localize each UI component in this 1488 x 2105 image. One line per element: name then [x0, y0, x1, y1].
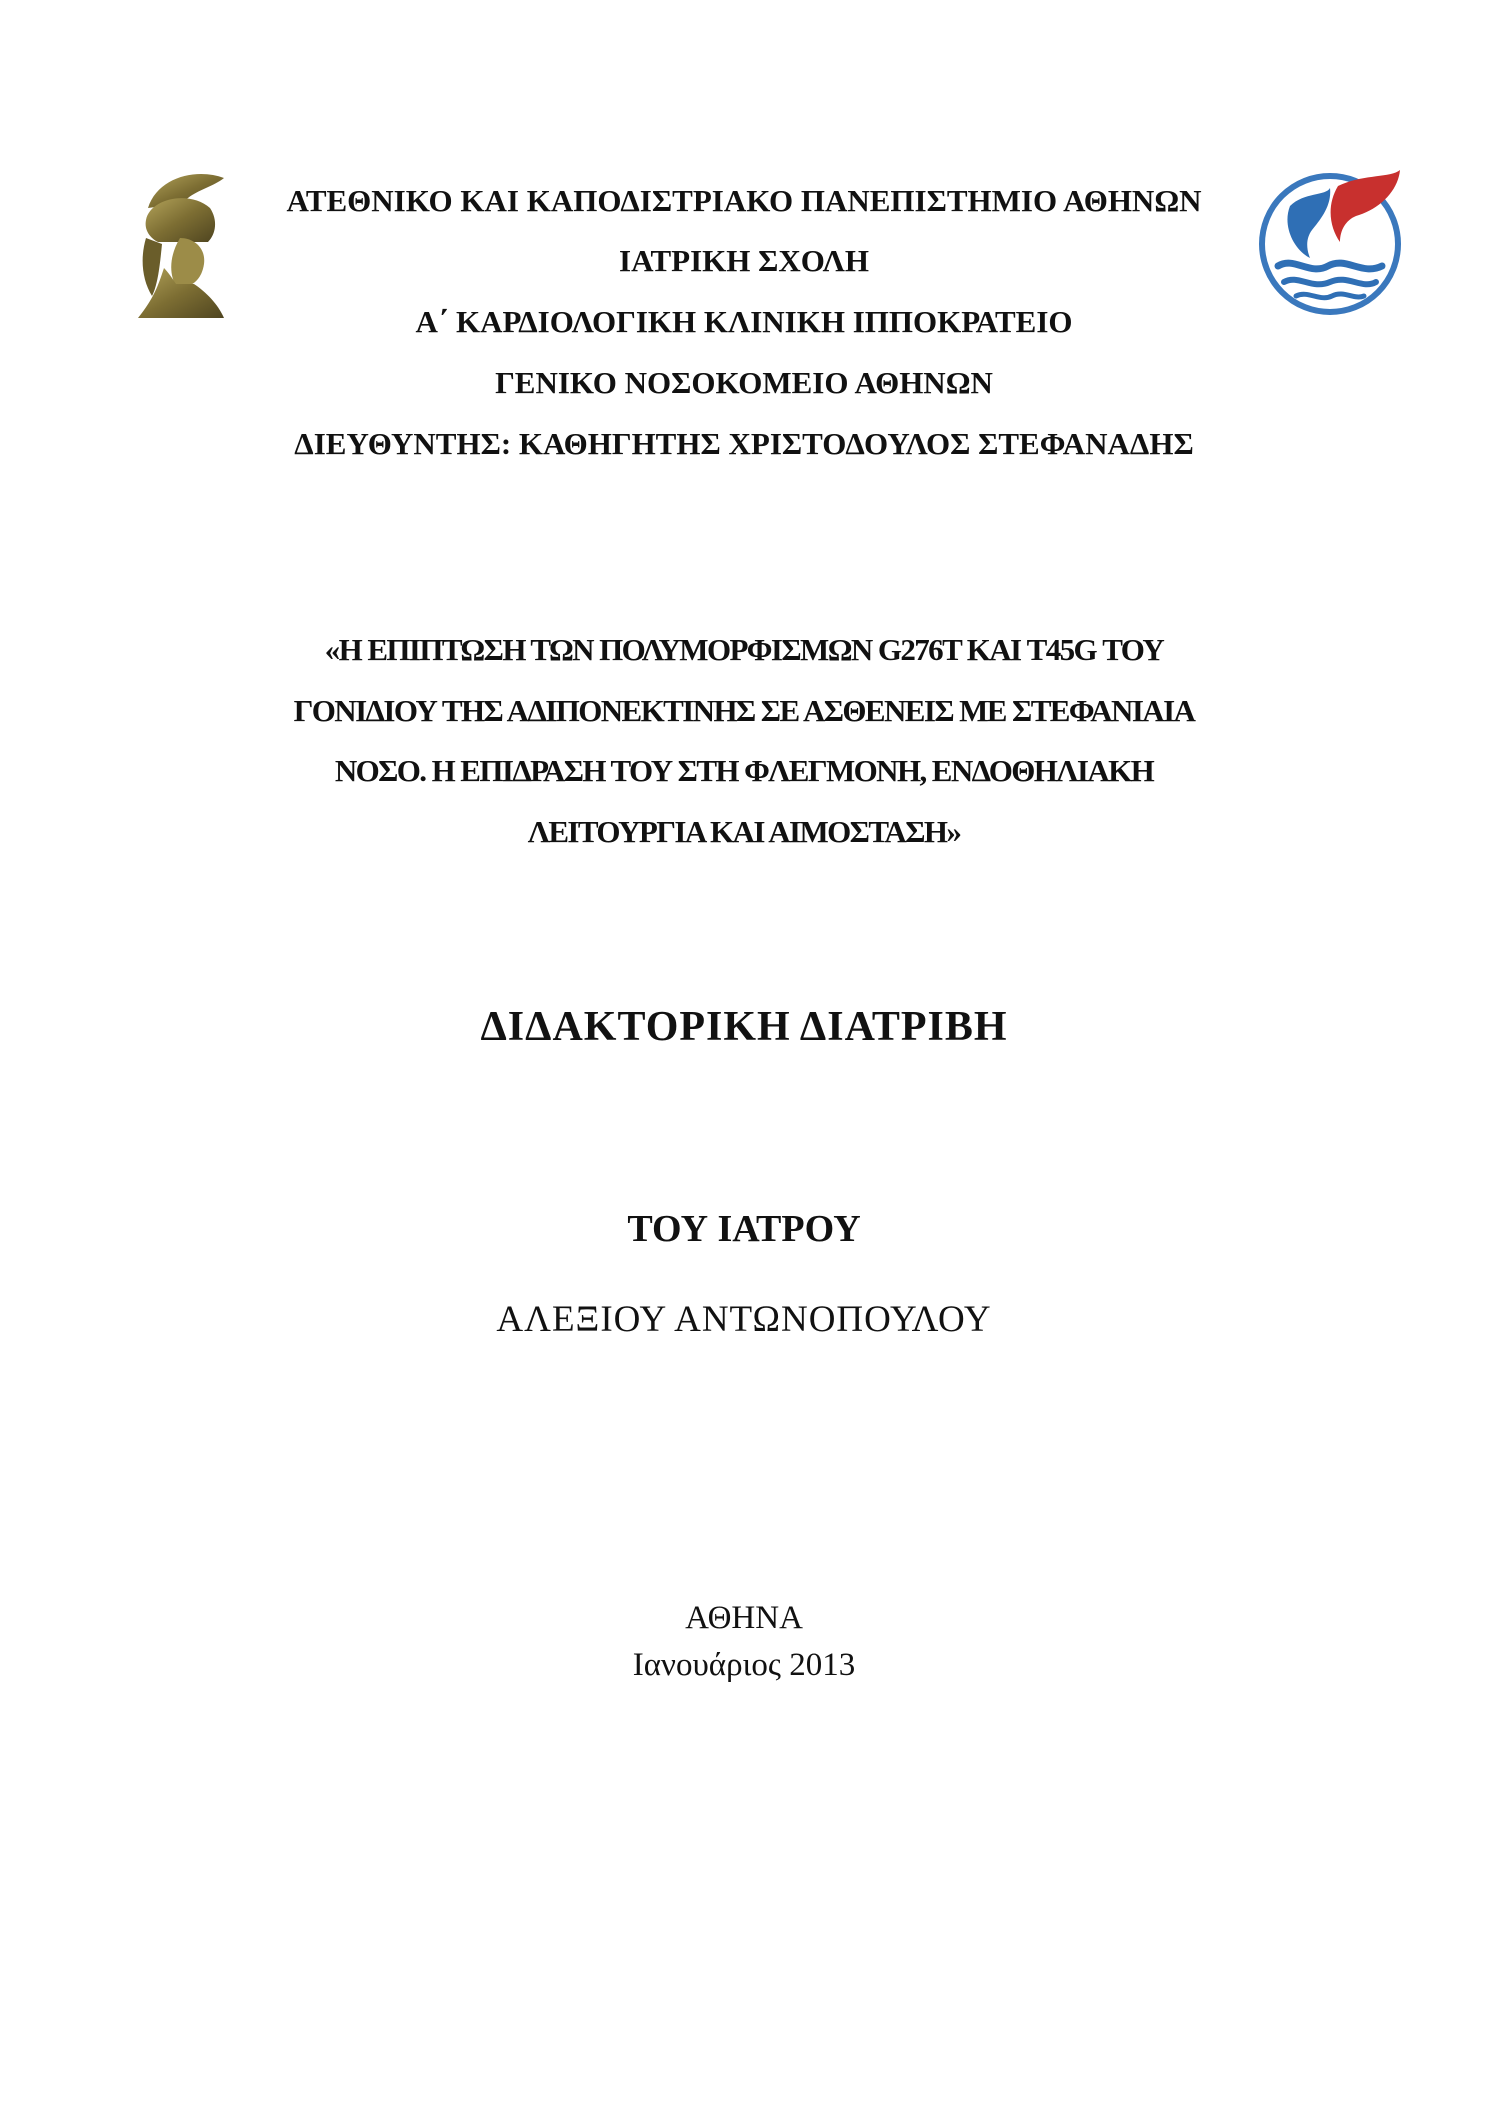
- director-line: ΔΙΕΥΘΥΝΤΗΣ: ΚΑΘΗΓΗΤΗΣ ΧΡΙΣΤΟΔΟΥΛΟΣ ΣΤΕΦΑΝΑΔΗΣ: [294, 426, 1194, 461]
- university-name: ΑΤΕΘΝΙΚΟ ΚΑΙ ΚΑΠΟΔΙΣΤΡΙΑΚΟ ΠΑΝΕΠΙΣΤΗΜΙΟ ΑΘΗΝΩΝ: [286, 183, 1202, 218]
- hospital-name: ΓΕΝΙΚΟ ΝΟΣΟΚΟΜΕΙΟ ΑΘΗΝΩΝ: [495, 365, 993, 400]
- clinic-name: Α΄ ΚΑΡΔΙΟΛΟΓΙΚΗ ΚΛΙΝΙΚΗ ΙΠΠΟΚΡΑΤΕΙΟ: [415, 304, 1073, 339]
- of-doctor-label: ΤΟΥ ΙΑΤΡΟΥ: [627, 1208, 861, 1250]
- thesis-title-line: ΛΕΙΤΟΥΡΓΙΑ ΚΑΙ ΑΙΜΟΣΤΑΣΗ»: [527, 814, 961, 849]
- school-name: ΙΑΤΡΙΚΗ ΣΧΟΛΗ: [619, 243, 869, 278]
- author-name: ΑΛΕΞΙΟΥ ΑΝΤΩΝΟΠΟΥΛΟΥ: [496, 1299, 992, 1340]
- place: ΑΘΗΝΑ: [685, 1600, 803, 1636]
- document-type: ΔΙΔΑΚΤΟΡΙΚΗ ΔΙΑΤΡΙΒΗ: [480, 1004, 1008, 1050]
- date: Ιανουάριος 2013: [632, 1647, 856, 1683]
- thesis-title-line: «Η ΕΠΙΠΤΩΣΗ ΤΩΝ ΠΟΛΥΜΟΡΦΙΣΜΩΝ G276T ΚΑΙ T45G ΤΟΥ: [324, 632, 1164, 667]
- thesis-title-line: ΝΟΣΟ. Η ΕΠΙΔΡΑΣΗ ΤΟΥ ΣΤΗ ΦΛΕΓΜΟΝΗ, ΕΝΔΟΘΗΛΙΑΚΗ: [334, 753, 1154, 788]
- thesis-title-line: ΓΟΝΙΔΙΟΥ ΤΗΣ ΑΔΙΠΟΝΕΚΤΙΝΗΣ ΣΕ ΑΣΘΕΝΕΙΣ ΜΕ ΣΤΕΦΑΝΙΑΙΑ: [293, 693, 1195, 728]
